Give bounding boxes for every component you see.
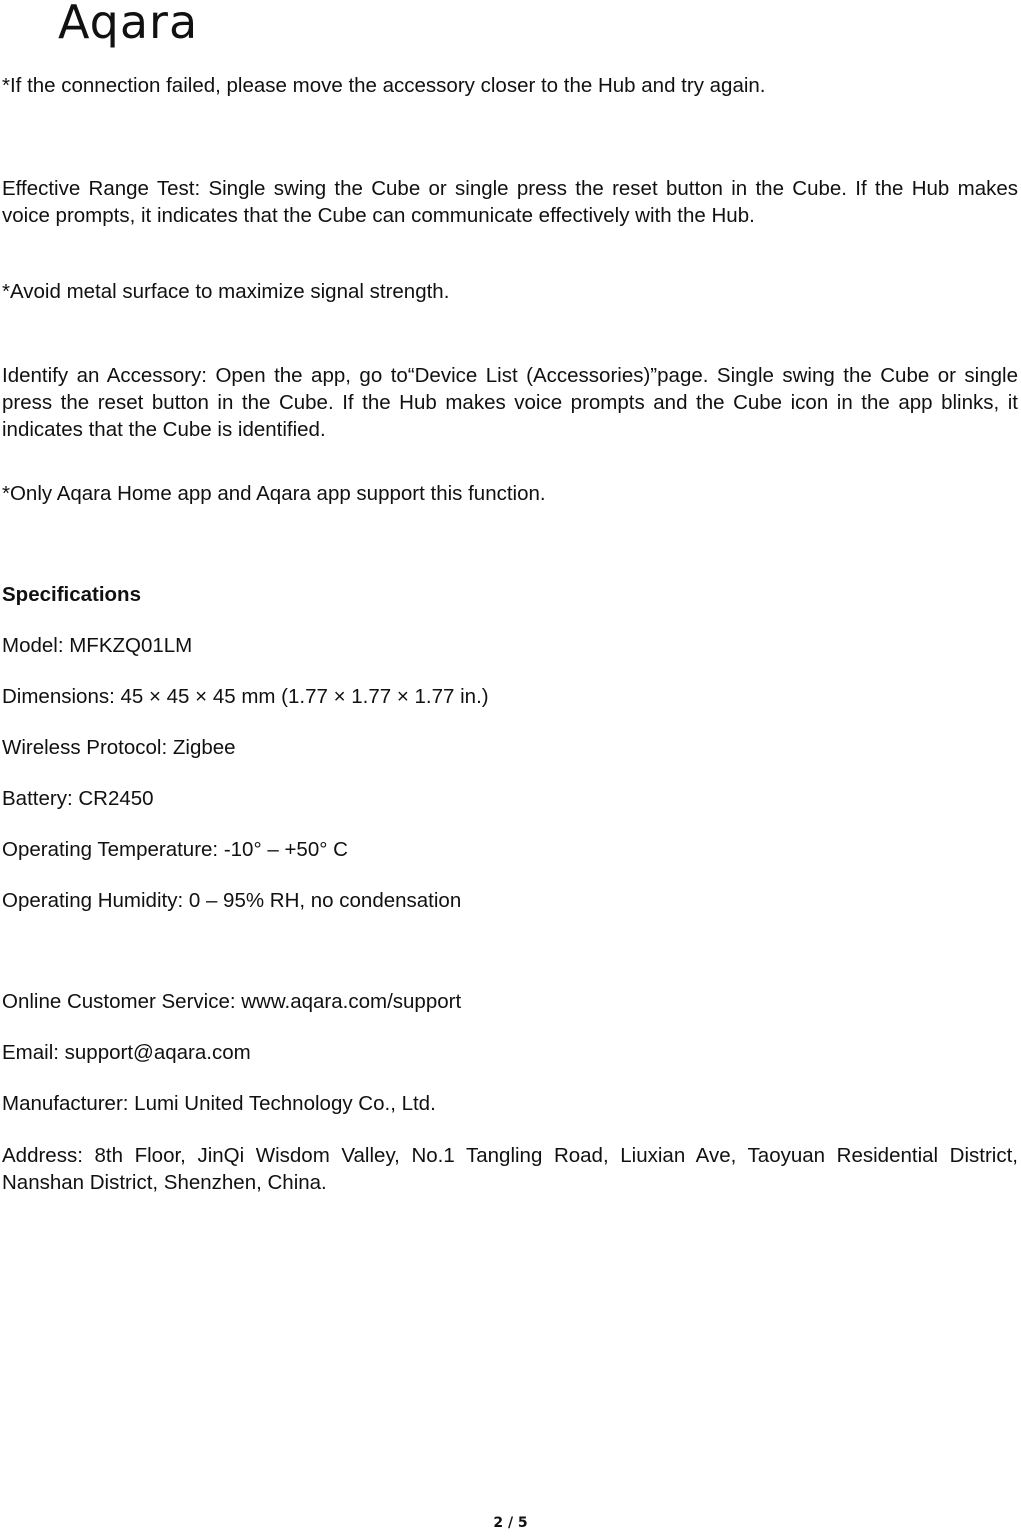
spec-operating-humidity: Operating Humidity: 0 – 95% RH, no condensation xyxy=(2,889,462,912)
metal-surface-note: *Avoid metal surface to maximize signal strength. xyxy=(2,280,450,303)
spec-wireless-protocol: Wireless Protocol: Zigbee xyxy=(2,736,236,759)
identify-accessory-paragraph: Identify an Accessory: Open the app, go to“Device List (Accessories)”page. Single swing the Cube or single press the reset button in the Cube. If the Hub makes voice prompts and the Cube icon in the app blinks, it indicates that the Cube is identified. xyxy=(2,364,1018,441)
connection-note: *If the connection failed, please move the accessory closer to the Hub and try again. xyxy=(2,74,766,97)
spec-operating-temperature: Operating Temperature: -10° – +50° C xyxy=(2,838,348,861)
spec-battery: Battery: CR2450 xyxy=(2,787,154,810)
app-support-note: *Only Aqara Home app and Aqara app support this function. xyxy=(2,482,546,505)
contact-email: Email: support@aqara.com xyxy=(2,1041,251,1064)
spec-dimensions: Dimensions: 45 × 45 × 45 mm (1.77 × 1.77 × 1.77 in.) xyxy=(2,685,489,708)
spec-model: Model: MFKZQ01LM xyxy=(2,634,193,657)
aqara-logo xyxy=(58,0,210,49)
range-test-paragraph: Effective Range Test: Single swing the Cube or single press the reset button in the Cube. If the Hub makes voice prompts, it indicates that the Cube can communicate effectively with the Hub. xyxy=(2,177,1018,227)
logo-text: Aqara xyxy=(58,0,199,49)
manufacturer: Manufacturer: Lumi United Technology Co., Ltd. xyxy=(2,1092,436,1115)
specifications-heading: Specifications xyxy=(2,583,141,606)
online-customer-service: Online Customer Service: www.aqara.com/support xyxy=(2,990,462,1013)
page-number: 2 / 5 xyxy=(493,1515,528,1531)
manufacturer-address: Address: 8th Floor, JinQi Wisdom Valley, No.1 Tangling Road, Liuxian Ave, Taoyuan Residential District, Nanshan District, Shenzhen, China. xyxy=(2,1144,1018,1194)
